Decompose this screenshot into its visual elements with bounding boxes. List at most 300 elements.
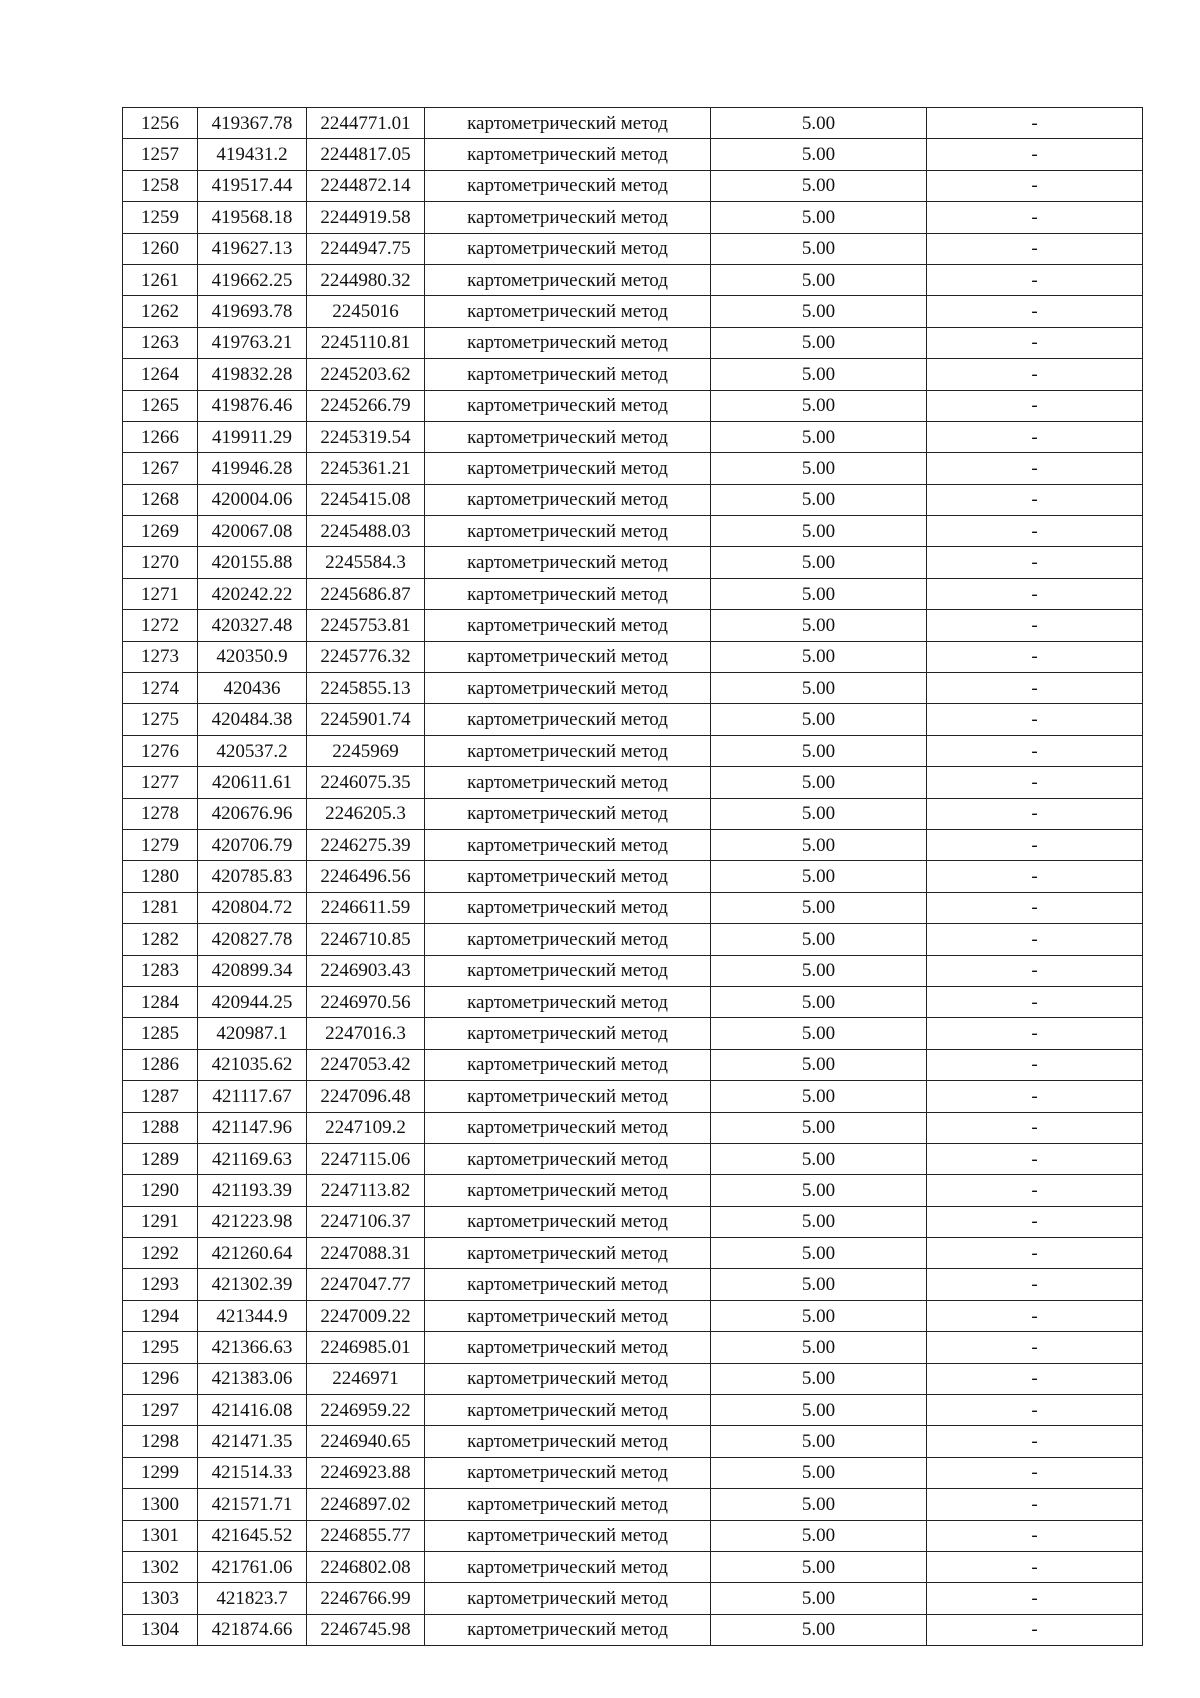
table-row (123, 1175, 1143, 1206)
point-number-cell: 1281 (123, 892, 198, 923)
y-coordinate-cell: 2245753.81 (307, 610, 425, 641)
table-row (123, 484, 1143, 515)
point-number-cell: 1283 (123, 955, 198, 986)
note-cell: - (927, 1614, 1143, 1645)
y-coordinate-cell: 2246205.3 (307, 798, 425, 829)
note-cell: - (927, 390, 1143, 421)
note-cell: - (927, 1489, 1143, 1520)
y-coordinate-cell: 2246903.43 (307, 955, 425, 986)
precision-cell: 5.00 (711, 484, 927, 515)
note-cell: - (927, 955, 1143, 986)
table-row (123, 924, 1143, 955)
x-coordinate-cell: 419568.18 (198, 202, 307, 233)
note-cell: - (927, 359, 1143, 390)
table-row (123, 1363, 1143, 1394)
y-coordinate-cell: 2246985.01 (307, 1332, 425, 1363)
y-coordinate-cell: 2245776.32 (307, 641, 425, 672)
note-cell: - (927, 1175, 1143, 1206)
x-coordinate-cell: 420944.25 (198, 986, 307, 1017)
table-row (123, 1081, 1143, 1112)
method-cell: картометрический метод (425, 516, 711, 547)
method-cell: картометрический метод (425, 861, 711, 892)
x-coordinate-cell: 421260.64 (198, 1238, 307, 1269)
point-number-cell: 1257 (123, 139, 198, 170)
method-cell: картометрический метод (425, 1395, 711, 1426)
point-number-cell: 1299 (123, 1457, 198, 1488)
y-coordinate-cell: 2245855.13 (307, 673, 425, 704)
point-number-cell: 1261 (123, 264, 198, 295)
y-coordinate-cell: 2246802.08 (307, 1551, 425, 1582)
point-number-cell: 1284 (123, 986, 198, 1017)
table-row (123, 516, 1143, 547)
precision-cell: 5.00 (711, 327, 927, 358)
y-coordinate-cell: 2247109.2 (307, 1112, 425, 1143)
method-cell: картометрический метод (425, 484, 711, 515)
method-cell: картометрический метод (425, 1614, 711, 1645)
precision-cell: 5.00 (711, 673, 927, 704)
method-cell: картометрический метод (425, 1551, 711, 1582)
point-number-cell: 1288 (123, 1112, 198, 1143)
note-cell: - (927, 484, 1143, 515)
x-coordinate-cell: 420804.72 (198, 892, 307, 923)
point-number-cell: 1303 (123, 1583, 198, 1614)
point-number-cell: 1268 (123, 484, 198, 515)
point-number-cell: 1291 (123, 1206, 198, 1237)
table-row (123, 641, 1143, 672)
y-coordinate-cell: 2246745.98 (307, 1614, 425, 1645)
table-row (123, 108, 1143, 139)
method-cell: картометрический метод (425, 170, 711, 201)
point-number-cell: 1273 (123, 641, 198, 672)
precision-cell: 5.00 (711, 1489, 927, 1520)
x-coordinate-cell: 419662.25 (198, 264, 307, 295)
method-cell: картометрический метод (425, 359, 711, 390)
table-row (123, 986, 1143, 1017)
note-cell: - (927, 1300, 1143, 1331)
note-cell: - (927, 798, 1143, 829)
note-cell: - (927, 296, 1143, 327)
x-coordinate-cell: 420706.79 (198, 829, 307, 860)
x-coordinate-cell: 421645.52 (198, 1520, 307, 1551)
method-cell: картометрический метод (425, 924, 711, 955)
note-cell: - (927, 1112, 1143, 1143)
precision-cell: 5.00 (711, 1395, 927, 1426)
x-coordinate-cell: 419832.28 (198, 359, 307, 390)
y-coordinate-cell: 2245266.79 (307, 390, 425, 421)
x-coordinate-cell: 421193.39 (198, 1175, 307, 1206)
method-cell: картометрический метод (425, 1520, 711, 1551)
note-cell: - (927, 1206, 1143, 1237)
method-cell: картометрический метод (425, 641, 711, 672)
coordinates-table-body (123, 108, 1143, 1646)
y-coordinate-cell: 2246275.39 (307, 829, 425, 860)
x-coordinate-cell: 420155.88 (198, 547, 307, 578)
x-coordinate-cell: 421823.7 (198, 1583, 307, 1614)
note-cell: - (927, 139, 1143, 170)
point-number-cell: 1289 (123, 1143, 198, 1174)
precision-cell: 5.00 (711, 516, 927, 547)
x-coordinate-cell: 421571.71 (198, 1489, 307, 1520)
method-cell: картометрический метод (425, 296, 711, 327)
point-number-cell: 1272 (123, 610, 198, 641)
method-cell: картометрический метод (425, 1300, 711, 1331)
point-number-cell: 1263 (123, 327, 198, 358)
method-cell: картометрический метод (425, 108, 711, 139)
x-coordinate-cell: 420537.2 (198, 735, 307, 766)
table-row (123, 1269, 1143, 1300)
y-coordinate-cell: 2246611.59 (307, 892, 425, 923)
table-row (123, 1018, 1143, 1049)
y-coordinate-cell: 2246710.85 (307, 924, 425, 955)
precision-cell: 5.00 (711, 1363, 927, 1394)
x-coordinate-cell: 419431.2 (198, 139, 307, 170)
table-row (123, 1457, 1143, 1488)
precision-cell: 5.00 (711, 829, 927, 860)
note-cell: - (927, 170, 1143, 201)
note-cell: - (927, 1332, 1143, 1363)
method-cell: картометрический метод (425, 1206, 711, 1237)
x-coordinate-cell: 421147.96 (198, 1112, 307, 1143)
x-coordinate-cell: 421117.67 (198, 1081, 307, 1112)
table-row (123, 1520, 1143, 1551)
y-coordinate-cell: 2246940.65 (307, 1426, 425, 1457)
precision-cell: 5.00 (711, 1583, 927, 1614)
precision-cell: 5.00 (711, 421, 927, 452)
note-cell: - (927, 673, 1143, 704)
method-cell: картометрический метод (425, 955, 711, 986)
x-coordinate-cell: 420242.22 (198, 578, 307, 609)
precision-cell: 5.00 (711, 1551, 927, 1582)
table-row (123, 1489, 1143, 1520)
table-row (123, 1143, 1143, 1174)
precision-cell: 5.00 (711, 359, 927, 390)
method-cell: картометрический метод (425, 735, 711, 766)
point-number-cell: 1277 (123, 767, 198, 798)
x-coordinate-cell: 420785.83 (198, 861, 307, 892)
table-row (123, 829, 1143, 860)
y-coordinate-cell: 2247113.82 (307, 1175, 425, 1206)
note-cell: - (927, 1426, 1143, 1457)
point-number-cell: 1271 (123, 578, 198, 609)
precision-cell: 5.00 (711, 1614, 927, 1645)
method-cell: картометрический метод (425, 610, 711, 641)
precision-cell: 5.00 (711, 1175, 927, 1206)
point-number-cell: 1286 (123, 1049, 198, 1080)
point-number-cell: 1264 (123, 359, 198, 390)
precision-cell: 5.00 (711, 1112, 927, 1143)
precision-cell: 5.00 (711, 1457, 927, 1488)
method-cell: картометрический метод (425, 829, 711, 860)
point-number-cell: 1259 (123, 202, 198, 233)
note-cell: - (927, 1049, 1143, 1080)
note-cell: - (927, 735, 1143, 766)
y-coordinate-cell: 2246970.56 (307, 986, 425, 1017)
note-cell: - (927, 233, 1143, 264)
y-coordinate-cell: 2246766.99 (307, 1583, 425, 1614)
method-cell: картометрический метод (425, 139, 711, 170)
point-number-cell: 1275 (123, 704, 198, 735)
x-coordinate-cell: 420436 (198, 673, 307, 704)
table-row (123, 421, 1143, 452)
precision-cell: 5.00 (711, 955, 927, 986)
y-coordinate-cell: 2247053.42 (307, 1049, 425, 1080)
x-coordinate-cell: 419627.13 (198, 233, 307, 264)
method-cell: картометрический метод (425, 1049, 711, 1080)
table-row (123, 1614, 1143, 1645)
precision-cell: 5.00 (711, 610, 927, 641)
x-coordinate-cell: 419693.78 (198, 296, 307, 327)
note-cell: - (927, 516, 1143, 547)
method-cell: картометрический метод (425, 547, 711, 578)
table-row (123, 673, 1143, 704)
y-coordinate-cell: 2246959.22 (307, 1395, 425, 1426)
point-number-cell: 1265 (123, 390, 198, 421)
point-number-cell: 1293 (123, 1269, 198, 1300)
precision-cell: 5.00 (711, 1238, 927, 1269)
precision-cell: 5.00 (711, 1206, 927, 1237)
method-cell: картометрический метод (425, 1143, 711, 1174)
point-number-cell: 1256 (123, 108, 198, 139)
y-coordinate-cell: 2245901.74 (307, 704, 425, 735)
precision-cell: 5.00 (711, 798, 927, 829)
table-row (123, 1206, 1143, 1237)
table-row (123, 327, 1143, 358)
method-cell: картометрический метод (425, 202, 711, 233)
x-coordinate-cell: 421223.98 (198, 1206, 307, 1237)
precision-cell: 5.00 (711, 1332, 927, 1363)
precision-cell: 5.00 (711, 861, 927, 892)
table-row (123, 390, 1143, 421)
precision-cell: 5.00 (711, 1300, 927, 1331)
precision-cell: 5.00 (711, 986, 927, 1017)
coordinates-table (122, 107, 1143, 1646)
table-row (123, 1112, 1143, 1143)
precision-cell: 5.00 (711, 735, 927, 766)
note-cell: - (927, 1520, 1143, 1551)
note-cell: - (927, 861, 1143, 892)
note-cell: - (927, 610, 1143, 641)
point-number-cell: 1270 (123, 547, 198, 578)
note-cell: - (927, 704, 1143, 735)
table-row (123, 264, 1143, 295)
table-row (123, 578, 1143, 609)
method-cell: картометрический метод (425, 1489, 711, 1520)
table-row (123, 798, 1143, 829)
note-cell: - (927, 924, 1143, 955)
table-row (123, 170, 1143, 201)
table-row (123, 1395, 1143, 1426)
note-cell: - (927, 264, 1143, 295)
method-cell: картометрический метод (425, 892, 711, 923)
table-row (123, 955, 1143, 986)
precision-cell: 5.00 (711, 390, 927, 421)
x-coordinate-cell: 419876.46 (198, 390, 307, 421)
x-coordinate-cell: 421383.06 (198, 1363, 307, 1394)
method-cell: картометрический метод (425, 1363, 711, 1394)
x-coordinate-cell: 419763.21 (198, 327, 307, 358)
table-row (123, 139, 1143, 170)
precision-cell: 5.00 (711, 296, 927, 327)
x-coordinate-cell: 420350.9 (198, 641, 307, 672)
precision-cell: 5.00 (711, 170, 927, 201)
table-row (123, 1238, 1143, 1269)
table-row (123, 861, 1143, 892)
y-coordinate-cell: 2246496.56 (307, 861, 425, 892)
point-number-cell: 1262 (123, 296, 198, 327)
note-cell: - (927, 1238, 1143, 1269)
note-cell: - (927, 1583, 1143, 1614)
y-coordinate-cell: 2245415.08 (307, 484, 425, 515)
note-cell: - (927, 202, 1143, 233)
y-coordinate-cell: 2245686.87 (307, 578, 425, 609)
x-coordinate-cell: 420484.38 (198, 704, 307, 735)
y-coordinate-cell: 2247096.48 (307, 1081, 425, 1112)
method-cell: картометрический метод (425, 767, 711, 798)
note-cell: - (927, 767, 1143, 798)
method-cell: картометрический метод (425, 1426, 711, 1457)
table-row (123, 296, 1143, 327)
precision-cell: 5.00 (711, 1426, 927, 1457)
point-number-cell: 1304 (123, 1614, 198, 1645)
y-coordinate-cell: 2244980.32 (307, 264, 425, 295)
y-coordinate-cell: 2244817.05 (307, 139, 425, 170)
y-coordinate-cell: 2247115.06 (307, 1143, 425, 1174)
y-coordinate-cell: 2247088.31 (307, 1238, 425, 1269)
x-coordinate-cell: 420327.48 (198, 610, 307, 641)
point-number-cell: 1287 (123, 1081, 198, 1112)
point-number-cell: 1298 (123, 1426, 198, 1457)
x-coordinate-cell: 421302.39 (198, 1269, 307, 1300)
x-coordinate-cell: 421366.63 (198, 1332, 307, 1363)
y-coordinate-cell: 2247009.22 (307, 1300, 425, 1331)
precision-cell: 5.00 (711, 233, 927, 264)
x-coordinate-cell: 421761.06 (198, 1551, 307, 1582)
y-coordinate-cell: 2245319.54 (307, 421, 425, 452)
precision-cell: 5.00 (711, 1520, 927, 1551)
precision-cell: 5.00 (711, 1081, 927, 1112)
note-cell: - (927, 1395, 1143, 1426)
table-row (123, 233, 1143, 264)
table-row (123, 704, 1143, 735)
note-cell: - (927, 1551, 1143, 1582)
precision-cell: 5.00 (711, 641, 927, 672)
table-row (123, 547, 1143, 578)
note-cell: - (927, 829, 1143, 860)
y-coordinate-cell: 2244771.01 (307, 108, 425, 139)
precision-cell: 5.00 (711, 578, 927, 609)
point-number-cell: 1258 (123, 170, 198, 201)
method-cell: картометрический метод (425, 1081, 711, 1112)
point-number-cell: 1276 (123, 735, 198, 766)
point-number-cell: 1294 (123, 1300, 198, 1331)
x-coordinate-cell: 420611.61 (198, 767, 307, 798)
note-cell: - (927, 108, 1143, 139)
precision-cell: 5.00 (711, 892, 927, 923)
method-cell: картометрический метод (425, 1238, 711, 1269)
method-cell: картометрический метод (425, 1269, 711, 1300)
x-coordinate-cell: 421874.66 (198, 1614, 307, 1645)
y-coordinate-cell: 2246075.35 (307, 767, 425, 798)
y-coordinate-cell: 2245016 (307, 296, 425, 327)
method-cell: картометрический метод (425, 264, 711, 295)
note-cell: - (927, 1018, 1143, 1049)
point-number-cell: 1278 (123, 798, 198, 829)
note-cell: - (927, 1081, 1143, 1112)
point-number-cell: 1266 (123, 421, 198, 452)
note-cell: - (927, 578, 1143, 609)
y-coordinate-cell: 2247047.77 (307, 1269, 425, 1300)
method-cell: картометрический метод (425, 986, 711, 1017)
method-cell: картометрический метод (425, 704, 711, 735)
method-cell: картометрический метод (425, 421, 711, 452)
point-number-cell: 1295 (123, 1332, 198, 1363)
x-coordinate-cell: 419367.78 (198, 108, 307, 139)
y-coordinate-cell: 2245203.62 (307, 359, 425, 390)
precision-cell: 5.00 (711, 547, 927, 578)
note-cell: - (927, 327, 1143, 358)
y-coordinate-cell: 2245110.81 (307, 327, 425, 358)
table-row (123, 1426, 1143, 1457)
y-coordinate-cell: 2244947.75 (307, 233, 425, 264)
method-cell: картометрический метод (425, 1457, 711, 1488)
precision-cell: 5.00 (711, 704, 927, 735)
precision-cell: 5.00 (711, 1269, 927, 1300)
method-cell: картометрический метод (425, 798, 711, 829)
point-number-cell: 1267 (123, 453, 198, 484)
y-coordinate-cell: 2245361.21 (307, 453, 425, 484)
precision-cell: 5.00 (711, 924, 927, 955)
x-coordinate-cell: 419946.28 (198, 453, 307, 484)
y-coordinate-cell: 2245488.03 (307, 516, 425, 547)
precision-cell: 5.00 (711, 108, 927, 139)
x-coordinate-cell: 420987.1 (198, 1018, 307, 1049)
x-coordinate-cell: 421514.33 (198, 1457, 307, 1488)
x-coordinate-cell: 421471.35 (198, 1426, 307, 1457)
point-number-cell: 1296 (123, 1363, 198, 1394)
x-coordinate-cell: 419911.29 (198, 421, 307, 452)
point-number-cell: 1285 (123, 1018, 198, 1049)
x-coordinate-cell: 421344.9 (198, 1300, 307, 1331)
table-row (123, 735, 1143, 766)
method-cell: картометрический метод (425, 327, 711, 358)
table-row (123, 1332, 1143, 1363)
y-coordinate-cell: 2246923.88 (307, 1457, 425, 1488)
table-row (123, 767, 1143, 798)
x-coordinate-cell: 420067.08 (198, 516, 307, 547)
y-coordinate-cell: 2246897.02 (307, 1489, 425, 1520)
method-cell: картометрический метод (425, 1583, 711, 1614)
method-cell: картометрический метод (425, 578, 711, 609)
x-coordinate-cell: 420004.06 (198, 484, 307, 515)
point-number-cell: 1302 (123, 1551, 198, 1582)
method-cell: картометрический метод (425, 1175, 711, 1206)
method-cell: картометрический метод (425, 1018, 711, 1049)
method-cell: картометрический метод (425, 453, 711, 484)
x-coordinate-cell: 420899.34 (198, 955, 307, 986)
method-cell: картометрический метод (425, 233, 711, 264)
note-cell: - (927, 1143, 1143, 1174)
note-cell: - (927, 547, 1143, 578)
y-coordinate-cell: 2245969 (307, 735, 425, 766)
note-cell: - (927, 1457, 1143, 1488)
y-coordinate-cell: 2247106.37 (307, 1206, 425, 1237)
method-cell: картометрический метод (425, 1112, 711, 1143)
x-coordinate-cell: 421035.62 (198, 1049, 307, 1080)
y-coordinate-cell: 2247016.3 (307, 1018, 425, 1049)
precision-cell: 5.00 (711, 453, 927, 484)
x-coordinate-cell: 420827.78 (198, 924, 307, 955)
point-number-cell: 1260 (123, 233, 198, 264)
